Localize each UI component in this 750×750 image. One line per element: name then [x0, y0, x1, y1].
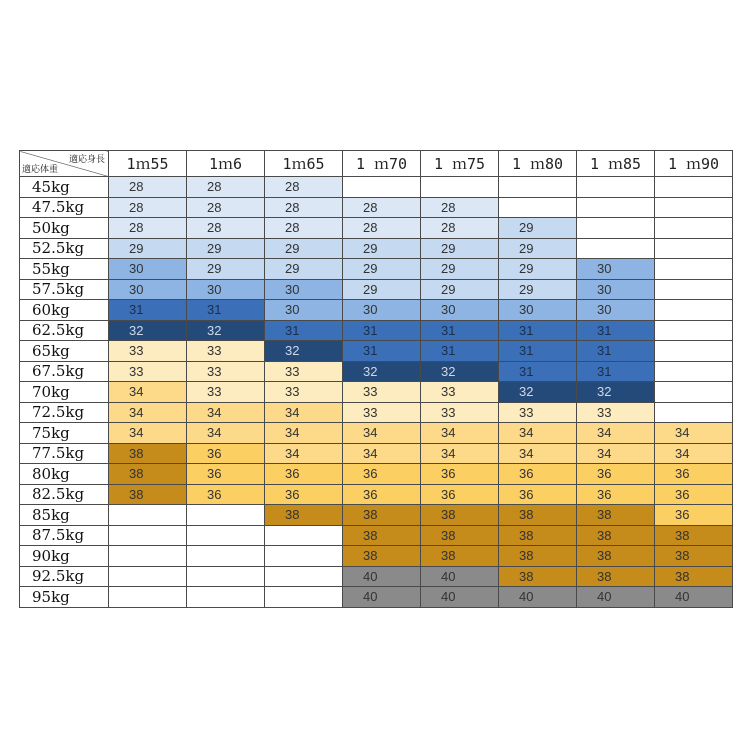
- size-cell: 30: [265, 300, 343, 321]
- weight-cell: 95kg: [20, 587, 109, 608]
- table-row: [20, 587, 733, 608]
- empty-size-cell: [577, 238, 655, 259]
- size-cell: 28: [265, 218, 343, 239]
- height-header: 1 ｍ75: [421, 151, 499, 177]
- height-header: 1ｍ65: [265, 151, 343, 177]
- size-cell: 40: [577, 587, 655, 608]
- empty-size-cell: [577, 218, 655, 239]
- empty-size-cell: [343, 177, 421, 198]
- size-cell: 34: [499, 443, 577, 464]
- size-cell: 36: [499, 484, 577, 505]
- size-cell: 28: [187, 218, 265, 239]
- size-cell: 32: [187, 320, 265, 341]
- table-row: [20, 484, 733, 505]
- size-cell: 28: [109, 197, 187, 218]
- size-cell: 34: [577, 443, 655, 464]
- table-row: [20, 361, 733, 382]
- weight-cell: 55kg: [20, 259, 109, 280]
- size-cell: 36: [655, 464, 733, 485]
- empty-size-cell: [109, 546, 187, 567]
- size-cell: 38: [109, 443, 187, 464]
- empty-size-cell: [265, 546, 343, 567]
- size-cell: 30: [109, 279, 187, 300]
- size-cell: 33: [343, 382, 421, 403]
- empty-size-cell: [499, 197, 577, 218]
- table-row: [20, 238, 733, 259]
- size-cell: 29: [265, 238, 343, 259]
- size-cell: 31: [109, 300, 187, 321]
- size-cell: 30: [187, 279, 265, 300]
- size-cell: 36: [187, 464, 265, 485]
- weight-cell: 67.5kg: [20, 361, 109, 382]
- size-cell: 38: [343, 505, 421, 526]
- height-header: 1 ｍ80: [499, 151, 577, 177]
- size-cell: 36: [343, 464, 421, 485]
- weight-cell: 60kg: [20, 300, 109, 321]
- size-cell: 34: [187, 423, 265, 444]
- size-cell: 28: [421, 197, 499, 218]
- size-cell: 36: [655, 505, 733, 526]
- size-cell: 32: [265, 341, 343, 362]
- size-cell: 40: [343, 566, 421, 587]
- size-cell: 34: [343, 423, 421, 444]
- empty-size-cell: [655, 402, 733, 423]
- empty-size-cell: [655, 300, 733, 321]
- weight-cell: 65kg: [20, 341, 109, 362]
- empty-size-cell: [109, 525, 187, 546]
- size-cell: 28: [265, 177, 343, 198]
- size-cell: 31: [265, 320, 343, 341]
- size-cell: 29: [343, 259, 421, 280]
- size-cell: 38: [499, 566, 577, 587]
- size-chart-table: [19, 150, 733, 608]
- weight-cell: 45kg: [20, 177, 109, 198]
- size-cell: 38: [655, 525, 733, 546]
- weight-cell: 72.5kg: [20, 402, 109, 423]
- size-cell: 30: [421, 300, 499, 321]
- empty-size-cell: [655, 259, 733, 280]
- size-cell: 40: [343, 587, 421, 608]
- size-cell: 29: [343, 279, 421, 300]
- weight-cell: 47.5kg: [20, 197, 109, 218]
- size-cell: 34: [109, 423, 187, 444]
- table-row: [20, 525, 733, 546]
- size-cell: 30: [577, 279, 655, 300]
- empty-size-cell: [187, 546, 265, 567]
- table-row: [20, 218, 733, 239]
- size-cell: 31: [343, 341, 421, 362]
- table-row: [20, 320, 733, 341]
- size-cell: 29: [421, 238, 499, 259]
- size-cell: 36: [421, 484, 499, 505]
- empty-size-cell: [109, 566, 187, 587]
- size-cell: 29: [187, 259, 265, 280]
- empty-size-cell: [655, 382, 733, 403]
- table-row: [20, 197, 733, 218]
- table-row: [20, 259, 733, 280]
- size-cell: 36: [187, 443, 265, 464]
- size-cell: 30: [499, 300, 577, 321]
- size-cell: 36: [577, 484, 655, 505]
- weight-cell: 75kg: [20, 423, 109, 444]
- size-cell: 31: [499, 341, 577, 362]
- size-cell: 31: [577, 361, 655, 382]
- empty-size-cell: [577, 177, 655, 198]
- size-cell: 38: [421, 525, 499, 546]
- size-cell: 36: [265, 484, 343, 505]
- size-cell: 29: [187, 238, 265, 259]
- size-cell: 29: [499, 238, 577, 259]
- size-cell: 38: [109, 464, 187, 485]
- size-cell: 31: [421, 320, 499, 341]
- size-cell: 36: [343, 484, 421, 505]
- weight-cell: 80kg: [20, 464, 109, 485]
- size-cell: 29: [499, 259, 577, 280]
- empty-size-cell: [109, 505, 187, 526]
- size-cell: 29: [499, 218, 577, 239]
- size-cell: 40: [421, 587, 499, 608]
- size-cell: 40: [421, 566, 499, 587]
- table-row: [20, 505, 733, 526]
- empty-size-cell: [655, 320, 733, 341]
- size-cell: 38: [343, 525, 421, 546]
- table-row: [20, 177, 733, 198]
- size-cell: 29: [421, 279, 499, 300]
- size-cell: 38: [577, 505, 655, 526]
- size-cell: 29: [109, 238, 187, 259]
- size-cell: 31: [577, 341, 655, 362]
- size-cell: 31: [499, 361, 577, 382]
- size-cell: 33: [187, 361, 265, 382]
- size-cell: 33: [577, 402, 655, 423]
- empty-size-cell: [499, 177, 577, 198]
- size-cell: 34: [109, 402, 187, 423]
- size-cell: 34: [265, 402, 343, 423]
- size-cell: 31: [577, 320, 655, 341]
- table-row: [20, 566, 733, 587]
- size-cell: 36: [499, 464, 577, 485]
- weight-axis-label: 適応体重: [22, 165, 59, 175]
- height-axis-label: 適応身長: [68, 155, 105, 165]
- weight-cell: 50kg: [20, 218, 109, 239]
- size-cell: 33: [109, 341, 187, 362]
- size-cell: 28: [343, 197, 421, 218]
- weight-cell: 85kg: [20, 505, 109, 526]
- size-cell: 29: [421, 259, 499, 280]
- size-cell: 38: [421, 505, 499, 526]
- size-cell: 31: [421, 341, 499, 362]
- size-cell: 38: [421, 546, 499, 567]
- size-cell: 34: [109, 382, 187, 403]
- size-cell: 31: [343, 320, 421, 341]
- size-cell: 36: [655, 484, 733, 505]
- size-cell: 34: [655, 423, 733, 444]
- size-cell: 31: [499, 320, 577, 341]
- size-cell: 29: [343, 238, 421, 259]
- size-cell: 34: [265, 443, 343, 464]
- size-cell: 30: [109, 259, 187, 280]
- height-header: 1 ｍ70: [343, 151, 421, 177]
- size-cell: 32: [109, 320, 187, 341]
- size-cell: 30: [343, 300, 421, 321]
- table-row: [20, 546, 733, 567]
- size-cell: 32: [499, 382, 577, 403]
- empty-size-cell: [421, 177, 499, 198]
- size-cell: 38: [109, 484, 187, 505]
- size-cell: 28: [109, 218, 187, 239]
- empty-size-cell: [187, 587, 265, 608]
- empty-size-cell: [265, 525, 343, 546]
- size-table-body: [20, 177, 733, 608]
- size-cell: 38: [499, 525, 577, 546]
- weight-cell: 77.5kg: [20, 443, 109, 464]
- size-cell: 31: [187, 300, 265, 321]
- empty-size-cell: [655, 177, 733, 198]
- size-cell: 28: [187, 177, 265, 198]
- size-cell: 38: [265, 505, 343, 526]
- size-cell: 33: [499, 402, 577, 423]
- header-row: [20, 151, 733, 177]
- size-cell: 32: [577, 382, 655, 403]
- size-cell: 29: [265, 259, 343, 280]
- weight-cell: 87.5kg: [20, 525, 109, 546]
- size-cell: 28: [421, 218, 499, 239]
- height-header: 1ｍ55: [109, 151, 187, 177]
- weight-cell: 92.5kg: [20, 566, 109, 587]
- empty-size-cell: [577, 197, 655, 218]
- size-cell: 36: [421, 464, 499, 485]
- height-header: 1 ｍ90: [655, 151, 733, 177]
- empty-size-cell: [655, 238, 733, 259]
- weight-cell: 90kg: [20, 546, 109, 567]
- size-cell: 34: [187, 402, 265, 423]
- size-cell: 36: [187, 484, 265, 505]
- size-cell: 34: [265, 423, 343, 444]
- size-cell: 30: [265, 279, 343, 300]
- size-cell: 34: [499, 423, 577, 444]
- empty-size-cell: [655, 341, 733, 362]
- empty-size-cell: [265, 587, 343, 608]
- empty-size-cell: [655, 361, 733, 382]
- empty-size-cell: [655, 218, 733, 239]
- size-cell: 38: [577, 525, 655, 546]
- size-cell: 33: [343, 402, 421, 423]
- table-row: [20, 423, 733, 444]
- size-cell: 34: [577, 423, 655, 444]
- empty-size-cell: [655, 279, 733, 300]
- size-cell: 33: [109, 361, 187, 382]
- size-cell: 34: [343, 443, 421, 464]
- empty-size-cell: [109, 587, 187, 608]
- size-cell: 30: [577, 300, 655, 321]
- size-cell: 29: [499, 279, 577, 300]
- size-cell: 28: [109, 177, 187, 198]
- height-header: 1 ｍ85: [577, 151, 655, 177]
- size-cell: 30: [577, 259, 655, 280]
- size-cell: 38: [343, 546, 421, 567]
- size-cell: 32: [421, 361, 499, 382]
- table-row: [20, 402, 733, 423]
- weight-cell: 62.5kg: [20, 320, 109, 341]
- size-cell: 33: [421, 402, 499, 423]
- empty-size-cell: [187, 566, 265, 587]
- table-row: [20, 300, 733, 321]
- size-cell: 28: [187, 197, 265, 218]
- size-cell: 32: [343, 361, 421, 382]
- weight-cell: 52.5kg: [20, 238, 109, 259]
- size-cell: 38: [499, 546, 577, 567]
- weight-cell: 70kg: [20, 382, 109, 403]
- weight-cell: 82.5kg: [20, 484, 109, 505]
- table-row: [20, 464, 733, 485]
- table-row: [20, 341, 733, 362]
- size-cell: 33: [187, 341, 265, 362]
- size-cell: 36: [265, 464, 343, 485]
- table-row: [20, 443, 733, 464]
- empty-size-cell: [187, 525, 265, 546]
- size-cell: 34: [655, 443, 733, 464]
- size-cell: 33: [421, 382, 499, 403]
- height-header: 1ｍ6: [187, 151, 265, 177]
- size-cell: 33: [187, 382, 265, 403]
- size-cell: 38: [655, 546, 733, 567]
- size-cell: 40: [655, 587, 733, 608]
- empty-size-cell: [265, 566, 343, 587]
- empty-size-cell: [655, 197, 733, 218]
- size-cell: 38: [655, 566, 733, 587]
- size-cell: 38: [499, 505, 577, 526]
- table-row: [20, 382, 733, 403]
- size-cell: 38: [577, 566, 655, 587]
- size-cell: 28: [265, 197, 343, 218]
- size-cell: 36: [577, 464, 655, 485]
- size-cell: 33: [265, 361, 343, 382]
- size-cell: 34: [421, 423, 499, 444]
- size-cell: 40: [499, 587, 577, 608]
- table-row: [20, 279, 733, 300]
- empty-size-cell: [187, 505, 265, 526]
- size-cell: 38: [577, 546, 655, 567]
- size-cell: 33: [265, 382, 343, 403]
- size-cell: 28: [343, 218, 421, 239]
- weight-cell: 57.5kg: [20, 279, 109, 300]
- corner-header-cell: [20, 151, 109, 177]
- size-cell: 34: [421, 443, 499, 464]
